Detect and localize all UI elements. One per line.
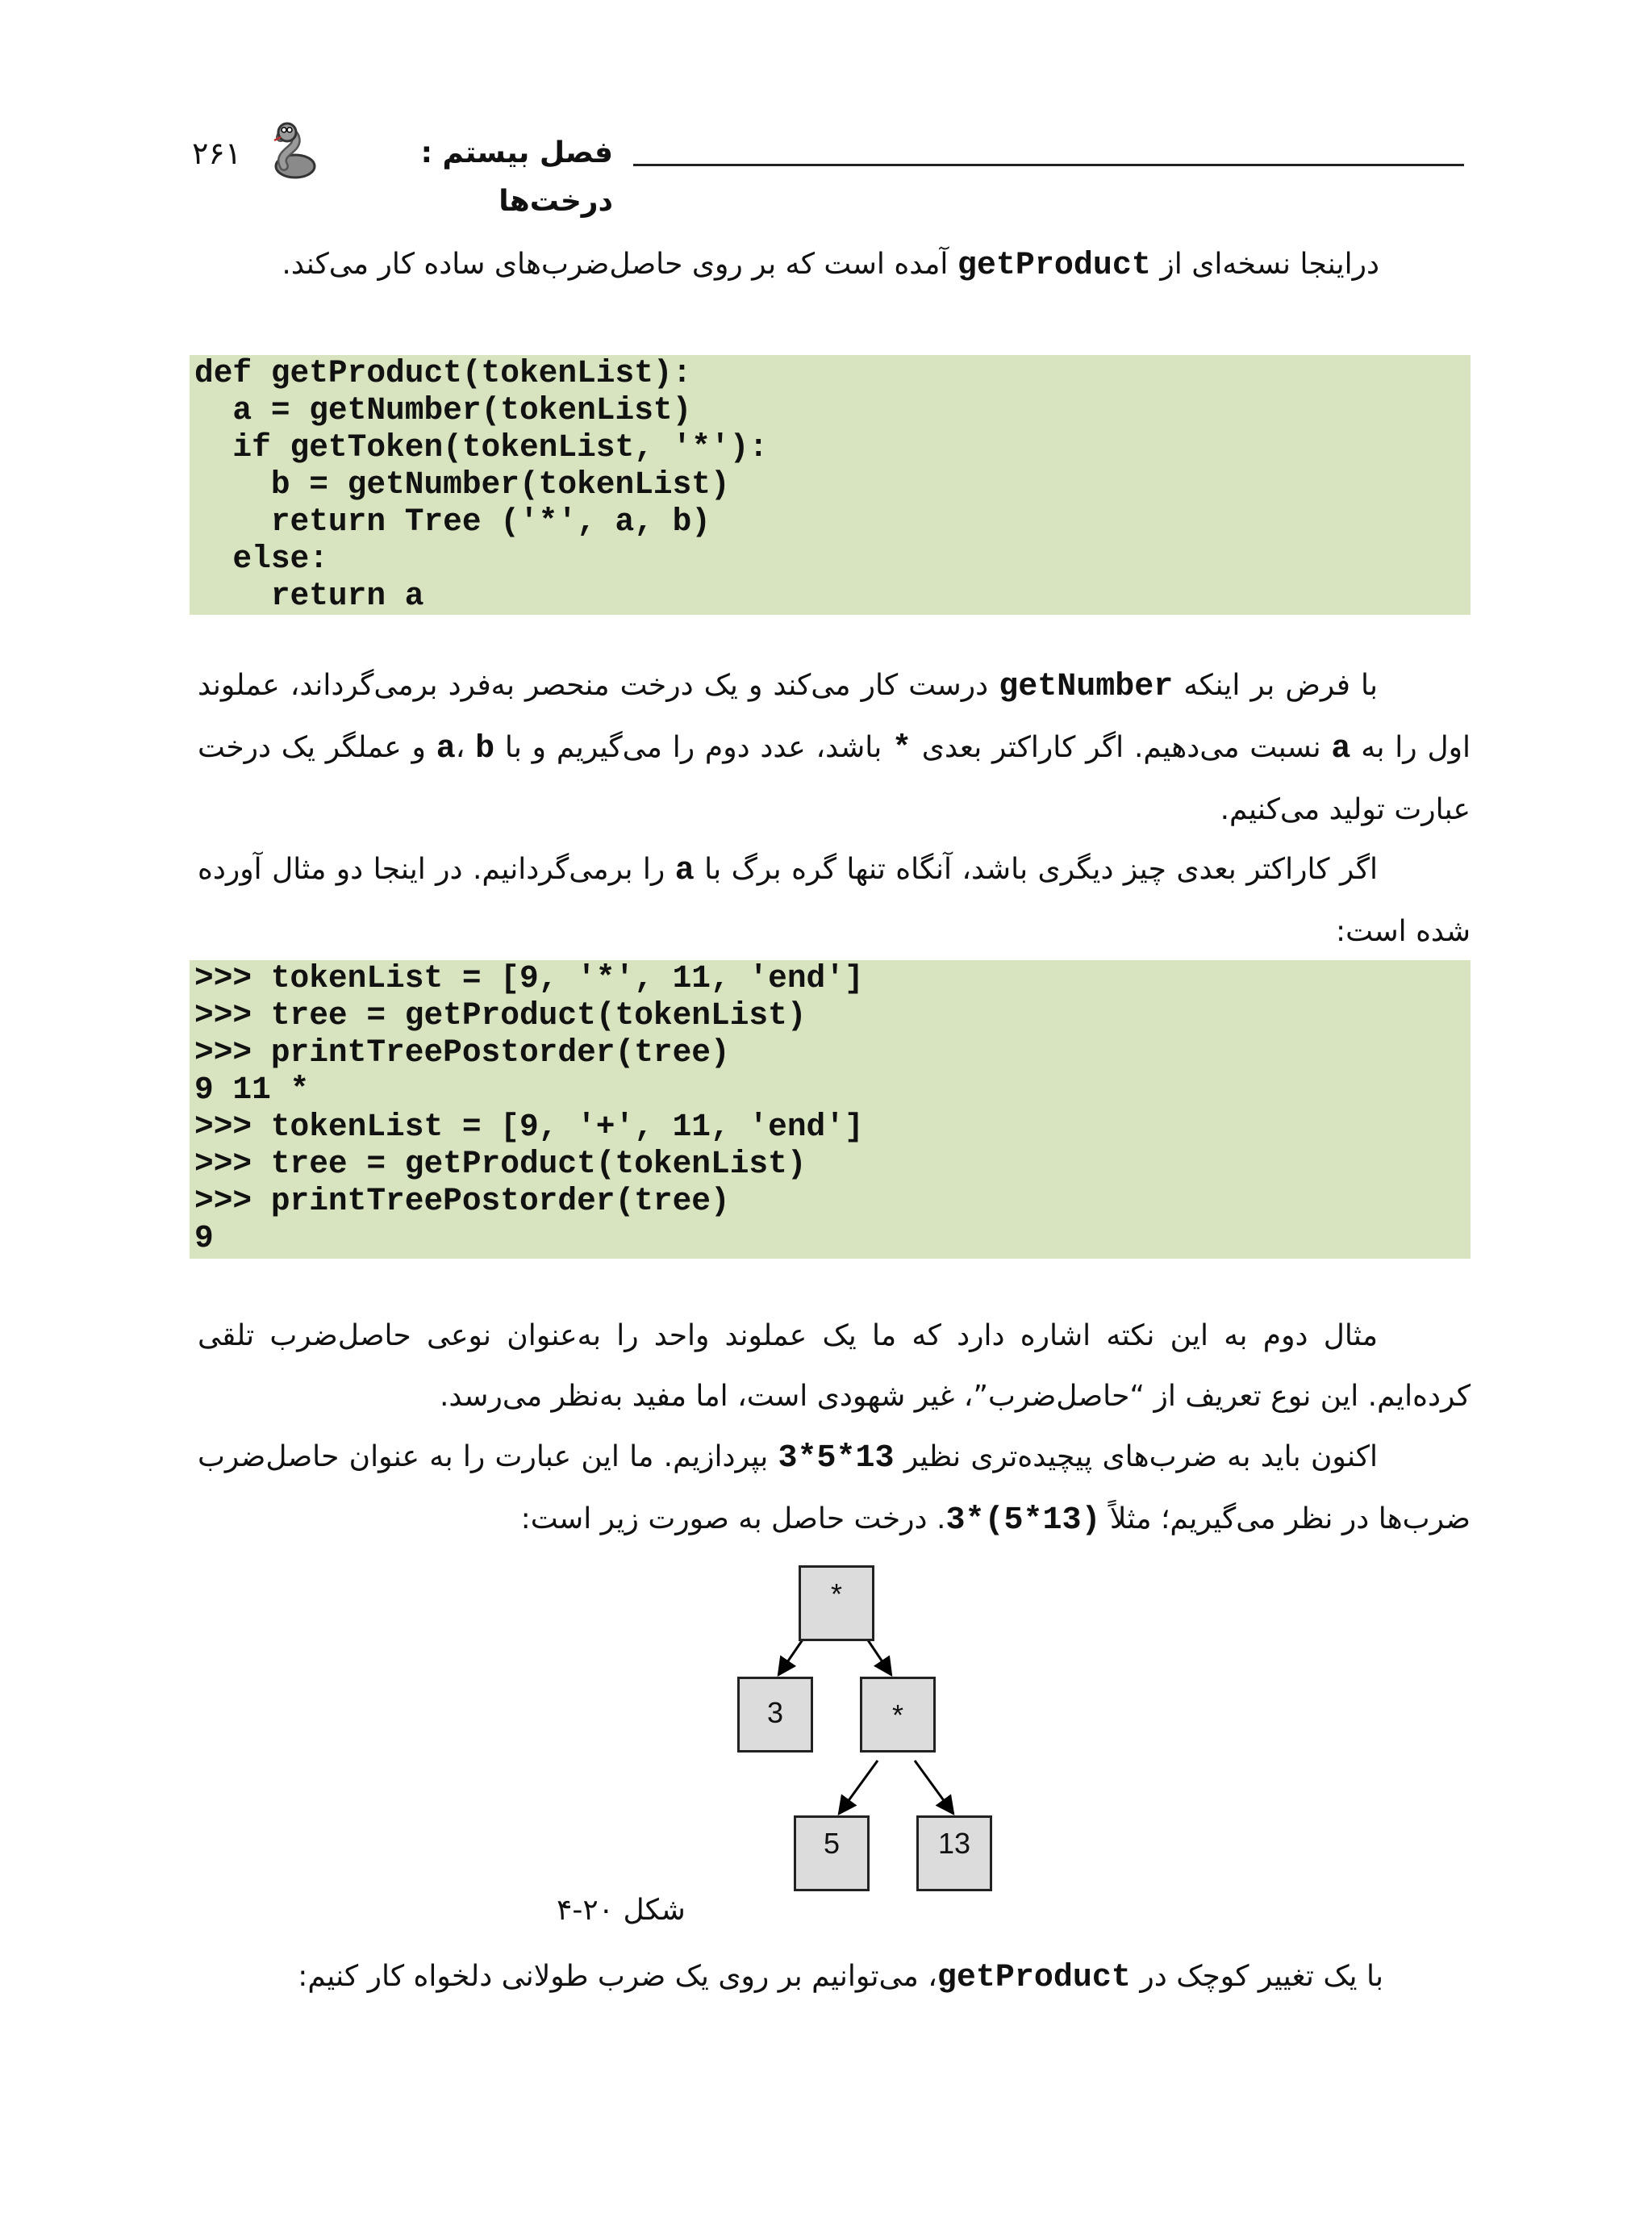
final-code-getproduct: getProduct: [937, 1960, 1131, 1996]
para3-text: مثال دوم به این نکته اشاره دارد که ما یک عملوند واحد را به‌عنوان نوعی حاصل‌ضرب تلقی کرده‌ایم. این نوع تعریف از “حاصل‌ضرب”، غیر شهودی است، اما مفید به‌نظر می‌رسد.: [198, 1319, 1471, 1413]
paragraph-single-operand: [198, 1305, 1471, 1427]
para1-code-a2: a: [436, 731, 456, 767]
para1-code-getnumber: getNumber: [999, 669, 1174, 705]
header-rule: [633, 164, 1464, 166]
code-line: >>> tokenList = [9, '*', 11, 'end']: [194, 960, 864, 996]
edge-right-right: [915, 1761, 953, 1814]
tree-node-left: 3: [737, 1677, 813, 1752]
code-block-examples: [190, 960, 1471, 1259]
intro-text-2: آمده است که بر روی حاصل‌ضرب‌های ساده کار می‌کند.: [282, 248, 957, 281]
code-line: >>> tree = getProduct(tokenList): [194, 997, 807, 1034]
code-line: return Tree ('*', a, b): [194, 503, 711, 540]
para4-code-expr2: 3*(5*13): [945, 1502, 1101, 1539]
tree-node-right-right: 13: [916, 1815, 992, 1891]
page-number: ۲۶۱: [192, 136, 242, 171]
figure-caption: شکل ۲۰-۴: [557, 1894, 686, 1927]
final-text: ، می‌توانیم بر روی یک ضرب طولانی دلخواه کار کنیم:: [298, 1960, 937, 1993]
tree-node-right: *: [860, 1677, 936, 1752]
code-line: if getToken(tokenList, '*'):: [194, 429, 769, 466]
para1-text: باشد، عدد دوم را می‌گیریم و با: [494, 731, 893, 764]
final-text: با یک تغییر کوچک در: [1130, 1960, 1383, 1993]
expression-tree-figure: [710, 1565, 1016, 1953]
para4-text: اکنون باید به ضرب‌های پیچیده‌تری نظیر: [894, 1440, 1378, 1473]
paragraph-getnumber: [198, 655, 1471, 840]
code-line: def getProduct(tokenList):: [194, 355, 692, 391]
para2-text: اگر کاراکتر بعدی چیز دیگری باشد، آنگاه تنها گره برگ با: [694, 853, 1378, 886]
code-line: else:: [194, 541, 328, 577]
code-line: 9: [194, 1220, 214, 1256]
para4-text: . درخت حاصل به صورت زیر است:: [520, 1502, 946, 1535]
code-line: a = getNumber(tokenList): [194, 392, 692, 428]
intro-paragraph: [218, 234, 1379, 296]
code-line: >>> tree = getProduct(tokenList): [194, 1146, 807, 1182]
intro-text-1: دراینجا نسخه‌ای از: [1150, 248, 1379, 281]
python-snake-logo-icon: [260, 119, 326, 186]
para1-text: ،: [455, 731, 476, 764]
code-line: >>> printTreePostorder(tree): [194, 1183, 730, 1219]
code-line: return a: [194, 578, 424, 614]
code-block-getproduct: [190, 355, 1471, 615]
code-line: >>> printTreePostorder(tree): [194, 1034, 730, 1071]
para1-code-star: *: [892, 731, 912, 767]
paragraph-complex-products: [198, 1427, 1471, 1551]
code-line: b = getNumber(tokenList): [194, 466, 730, 503]
intro-code: getProduct: [957, 248, 1151, 284]
para1-code-b: b: [475, 731, 495, 767]
edge-right-left: [839, 1761, 878, 1814]
code-line: 9 11 *: [194, 1072, 310, 1108]
code-line: >>> tokenList = [9, '+', 11, 'end']: [194, 1109, 864, 1145]
para4-code-expr: 3*5*13: [778, 1440, 895, 1477]
para1-text: با فرض بر اینکه: [1173, 669, 1378, 702]
para1-text: درست کار می‌کند و یک درخت منحصر به‌فرد برمی‌گرداند، عملوند اول را به: [198, 669, 1471, 764]
tree-node-right-left: 5: [794, 1815, 870, 1891]
para1-code-a: a: [1331, 731, 1351, 767]
chapter-title: فصل بیستم : درخت‌ها: [420, 136, 613, 218]
para2-code-a: a: [674, 853, 695, 889]
paragraph-final: [198, 1946, 1383, 2008]
paragraph-leaf-node: [198, 839, 1471, 962]
para4-text: بپردازیم. ما این عبارت را به عنوان حاصل‌ضرب ضرب‌ها در نظر می‌گیریم؛ مثلاً: [198, 1440, 1471, 1535]
para2-text: را برمی‌گردانیم. در اینجا دو مثال آورده شده است:: [198, 853, 1471, 948]
para1-text: نسبت می‌دهیم. اگر کاراکتر بعدی: [912, 731, 1332, 764]
para1-text: و عملگر یک درخت عبارت تولید می‌کنیم.: [198, 731, 1471, 826]
tree-node-root: *: [799, 1565, 874, 1641]
